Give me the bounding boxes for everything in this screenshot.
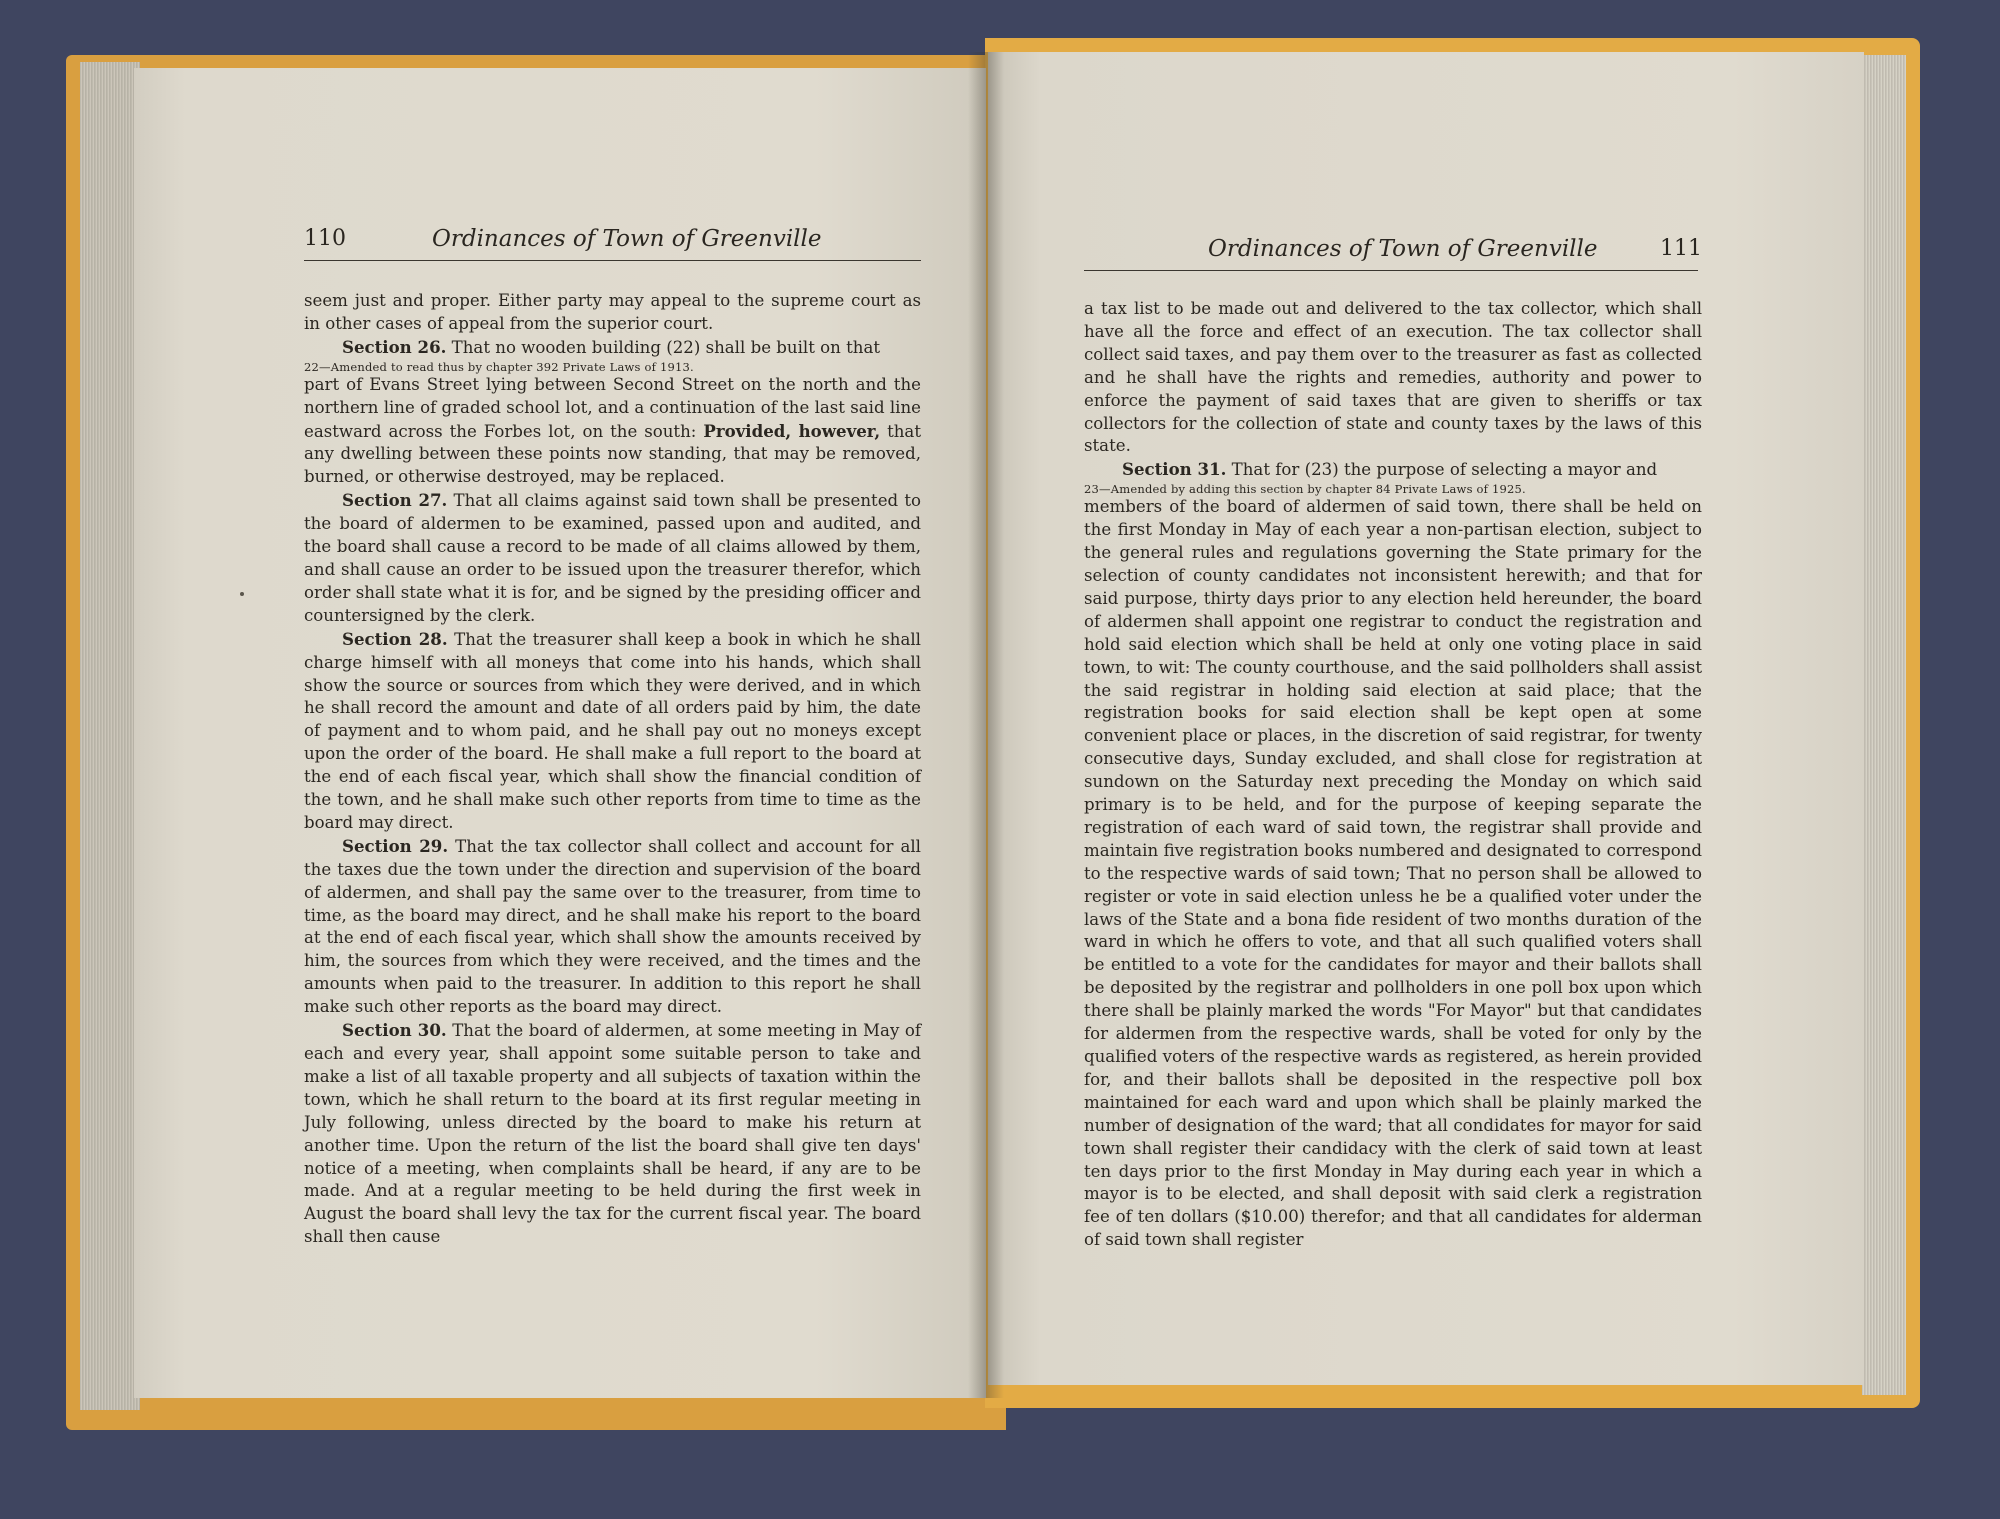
- page-edges-left: [80, 62, 140, 1410]
- paragraph: [304, 336, 921, 360]
- paragraph: [1084, 458, 1702, 482]
- left-running-title: Ordinances of Town of Greenville: [432, 226, 822, 252]
- paragraph-text: members of the board of aldermen of said town, there shall be held on the first Monday in May of each year a non-partisan election, subject to the general rules and regulations governing the State primary for the selection of county candidates not inconsistent herewith; and that for said purpose, thirty days prior to any election held hereunder, the board of aldermen shall appoint one registrar to conduct the registration and hold said election which shall be held at only one voting place in said town, to wit: The county courthouse, and the said pollholders shall assist the said registrar in holding said election at said place; that the registration books for said election shall be kept open at some convenient place or places, in the discretion of said registrar, for twenty consecutive days, Sunday excluded, and shall close for registration at sundown on the Saturday next preceding the Monday on which said primary is to be held, and for the purpose of keeping separate the registration of each ward of said town, the registrar shall provide and maintain five registration books numbered and designated to correspond to the respective wards of said town; That no person shall be allowed to register or vote in said election unless he be a qualified voter under the laws of the State and a bona fide resident of two months duration of the ward in which he offers to vote, and that all such qualified voters shall be entitled to a vote for the candidates for mayor and their ballots shall be deposited by the registrar and pollholders in one poll box upon which there shall be plainly marked the words "For Mayor" but that candidates for aldermen from the respective wards, shall be voted for only by the qualified voters of the respective wards as registered, as herein provided for, and their ballots shall be deposited in the respective poll box maintained for each ward and upon which shall be plainly marked the number of designation of the ward; that all condidates for mayor for said town shall register their candidacy with the clerk of said town at least ten days prior to the first Monday in May during each year in which a mayor is to be elected, and shall deposit with said clerk a registration fee of ten dollars ($10.00) therefor; and that all candidates for alderman of said town shall register: [1084, 497, 1702, 1250]
- section-heading: Section 30.: [342, 1020, 447, 1041]
- paragraph-text: a tax list to be made out and delivered to the tax collector, which shall have all the force and effect of an execution. The tax collector shall collect said taxes, and pay them over to the treasurer as fast as collected and he shall have the rights and remedies, authority and power to enforce the payment of said taxes that are given to sheriffs or tax collectors for the collection of state and county taxes by the laws of this state.: [1084, 299, 1702, 456]
- section-heading: Section 29.: [342, 835, 449, 856]
- right-page-number: 111: [1660, 236, 1702, 261]
- paragraph-text: That the tax collector shall collect and account for all the taxes due the town under the direction and supervision of the board of aldermen, and shall pay the same over to the treasurer, from time to time, as the board may direct, and he shall make his report to the board at the end of each fiscal year, which shall show the amounts received by him, the sources from which they were received, and the times and the amounts when paid to the treasurer. In addition to this report he shall make such other reports as the board may direct.: [304, 836, 921, 1017]
- section-heading: Section 31.: [1122, 459, 1227, 480]
- left-page-number: 110: [304, 226, 346, 251]
- paragraph-text: That no wooden building (22) shall be built on that: [446, 337, 881, 357]
- paragraph: [1084, 298, 1702, 458]
- paragraph-text: part of Evans Street lying between Second Street on the north and the northern line of graded school lot, and a continuation of the last said line eastward across the Forbes lot, on the south:: [304, 374, 921, 441]
- page-edges-right: [1862, 55, 1906, 1395]
- section-heading: Section 28.: [342, 628, 448, 649]
- right-header-rule: [1084, 270, 1698, 271]
- paragraph: [304, 1019, 921, 1249]
- section-heading: Section 27.: [342, 490, 448, 511]
- paragraph: [304, 835, 921, 1019]
- paragraph-text: That all claims against said town shall be presented to the board of aldermen to be examined, passed upon and audited, and the board shall cause a record to be made of all claims allowed by them, and shall cause an order to be issued upon the treasurer therefor, which order shall state what it is for, and be signed by the presiding officer and countersigned by the clerk.: [304, 491, 921, 625]
- paragraph-text: That for (23) the purpose of selecting a mayor and: [1226, 460, 1658, 480]
- paragraph: [304, 628, 921, 835]
- bold-term: Provided, however,: [703, 420, 881, 441]
- footnote: 22—Amended to read thus by chapter 392 Private Laws of 1913.: [304, 359, 694, 374]
- section-heading: Section 26.: [342, 336, 447, 357]
- paragraph-text: that any dwelling between these points now standing, that may be removed, burned, or otherwise destroyed, may be replaced.: [304, 421, 921, 487]
- paragraph: [304, 489, 921, 627]
- left-header-rule: [304, 260, 921, 261]
- paragraph-text: That the treasurer shall keep a book in which he shall charge himself with all moneys that come into his hands, which shall show the source or sources from which they were derived, and in which he shall record the amount and date of all orders paid by him, the date of payment and to whom paid, and he shall pay out no moneys except upon the order of the board. He shall make a full report to the board at the end of each fiscal year, which shall show the financial condition of the town, and he shall make such other reports from time to time as the board may direct.: [304, 629, 921, 832]
- right-running-title: Ordinances of Town of Greenville: [1208, 236, 1598, 262]
- left-page-body: [304, 290, 921, 1249]
- paper-speck: [240, 592, 244, 596]
- paragraph: [304, 290, 921, 336]
- paragraph-text: That the board of aldermen, at some meeting in May of each and every year, shall appoint some suitable person to take and make a list of all taxable property and all subjects of taxation within the town, which he shall return to the board at its first regular meeting in July following, unless directed by the board to make his return at another time. Upon the return of the list the board shall give ten days' notice of a meeting, when complaints shall be heard, if any are to be made. And at a regular meeting to be held during the first week in August the board shall levy the tax for the current fiscal year. The board shall then cause: [304, 1021, 921, 1247]
- paragraph-text: seem just and proper. Either party may appeal to the supreme court as in other cases of appeal from the superior court.: [304, 291, 921, 333]
- footnote: 23—Amended by adding this section by chapter 84 Private Laws of 1925.: [1084, 482, 1526, 497]
- paragraph: [304, 374, 921, 490]
- left-page: [134, 68, 986, 1398]
- right-page-body: [1084, 298, 1702, 1252]
- right-page: [988, 52, 1864, 1385]
- paragraph: [1084, 496, 1702, 1252]
- book-gutter-shadow: [968, 52, 1004, 1398]
